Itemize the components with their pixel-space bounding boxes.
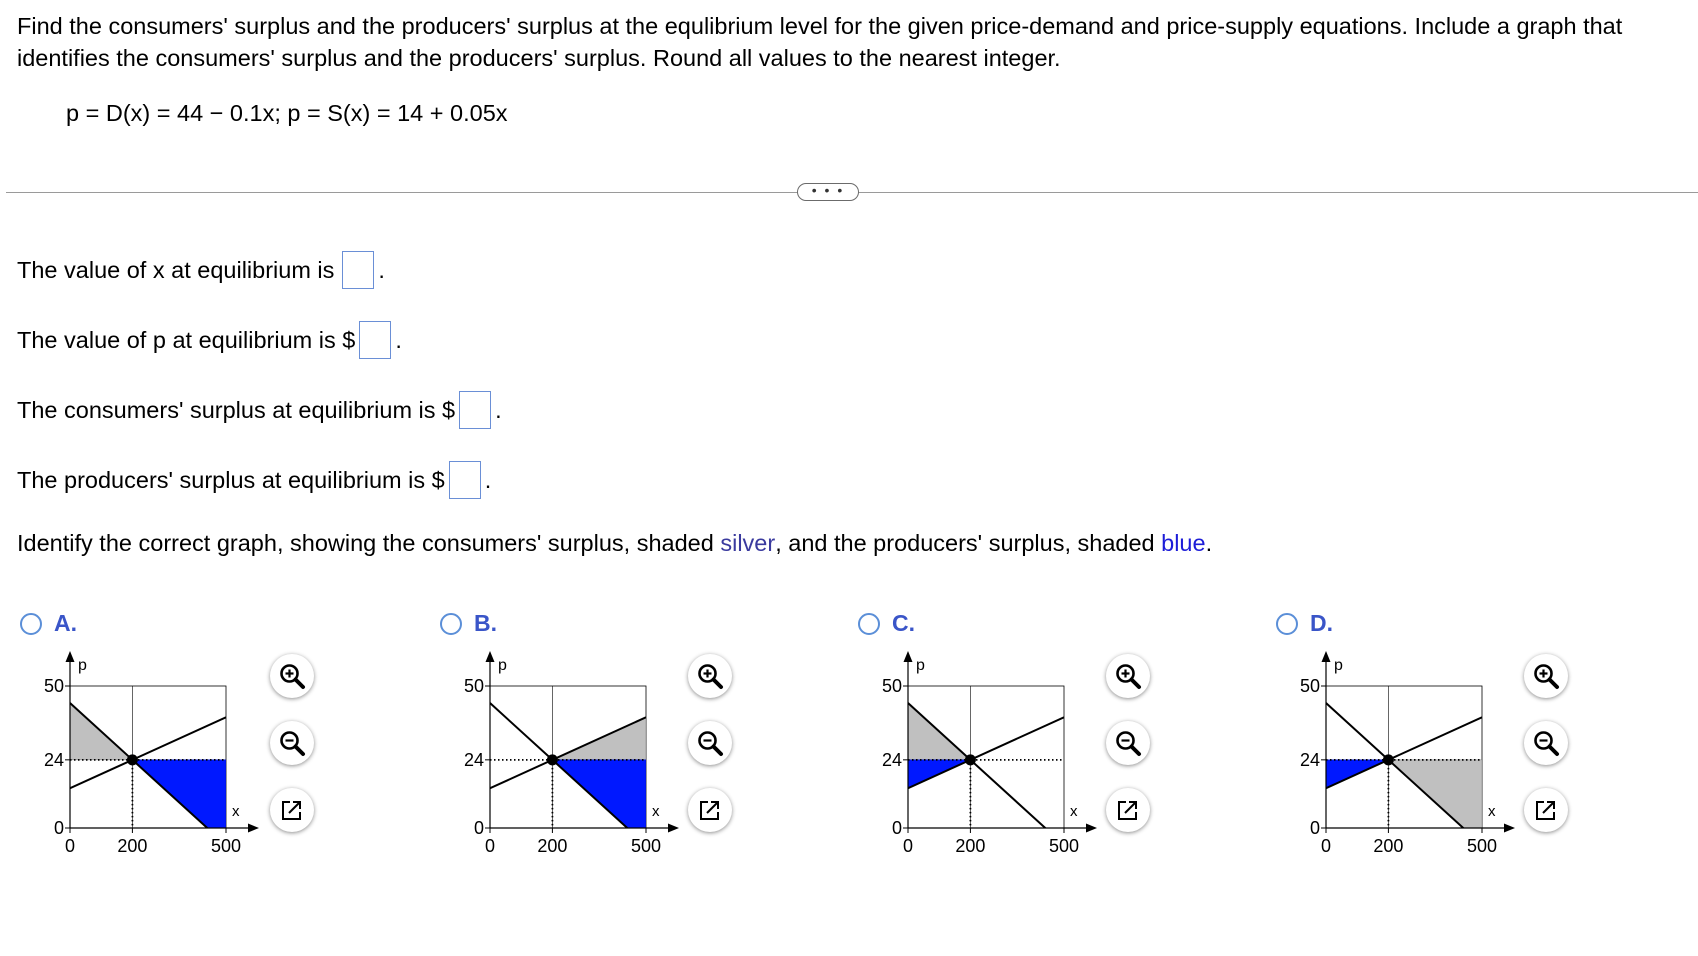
- equilibrium-point: [547, 754, 558, 765]
- external-link-icon: [1533, 797, 1559, 823]
- external-link-icon: [697, 797, 723, 823]
- equilibrium-point: [127, 754, 138, 765]
- x-tick-label: 0: [902, 836, 914, 856]
- zoom-in-icon: [1114, 662, 1142, 690]
- option-a-radio[interactable]: [20, 613, 42, 635]
- x-tick-label: 0: [1320, 836, 1332, 856]
- p-equilibrium-input[interactable]: [359, 321, 391, 359]
- option-c: [852, 600, 1172, 880]
- x-tick-label: 200: [537, 836, 568, 856]
- option-a-zoom-in-button[interactable]: [270, 654, 314, 698]
- zoom-in-icon: [1532, 662, 1560, 690]
- option-a: [14, 600, 334, 880]
- p-equilibrium-label: The value of p at equilibrium is $: [17, 326, 356, 353]
- identify-text-1: Identify the correct graph, showing the consumers' surplus, shaded: [17, 530, 721, 556]
- option-d-zoom-out-button[interactable]: [1524, 721, 1568, 765]
- identify-instruction: [17, 530, 1212, 557]
- option-a-graph: [14, 648, 264, 868]
- x-tick-label: 200: [117, 836, 148, 856]
- x-tick-label: 500: [210, 836, 242, 856]
- y-tick-label: 0: [473, 818, 484, 838]
- producers-surplus-input[interactable]: [449, 461, 481, 499]
- x-tick-label: 500: [1048, 836, 1080, 856]
- option-b-letter[interactable]: B.: [474, 610, 497, 636]
- option-b-popout-button[interactable]: [688, 788, 732, 832]
- option-b-graph: [434, 648, 684, 868]
- option-c-graph: [852, 648, 1102, 868]
- option-b-zoom-out-button[interactable]: [688, 721, 732, 765]
- x-equilibrium-line: [17, 251, 385, 289]
- y-tick-label: 50: [881, 676, 902, 696]
- y-axis-arrow: [904, 651, 913, 662]
- x-tick-label: 500: [1466, 836, 1498, 856]
- identify-silver: silver: [720, 530, 776, 556]
- question-text: Find the consumers' surplus and the producers' surplus at the equlibrium level for the given price-demand and price-supply equations. Include a graph that identifies the consumers' surplus and the producers' surplus. Round all values to the nearest integer.: [17, 13, 1623, 71]
- y-tick-label: 50: [1299, 676, 1320, 696]
- y-tick-label: 50: [43, 676, 64, 696]
- consumers-surplus-line: [17, 391, 502, 429]
- x-tick-label: 500: [630, 836, 662, 856]
- option-d: [1270, 600, 1590, 880]
- option-d-popout-button[interactable]: [1524, 788, 1568, 832]
- option-c-letter[interactable]: C.: [892, 610, 915, 636]
- more-button[interactable]: • • •: [797, 183, 859, 201]
- consumers-surplus-period: .: [495, 396, 502, 423]
- producers-surplus-period: .: [484, 466, 492, 493]
- external-link-icon: [1115, 797, 1141, 823]
- option-a-popout-button[interactable]: [270, 788, 314, 832]
- option-a-letter[interactable]: A.: [54, 610, 77, 636]
- x-tick-label: 0: [484, 836, 496, 856]
- p-equilibrium-line: [17, 321, 402, 359]
- zoom-out-icon: [278, 729, 306, 757]
- p-equilibrium-period: .: [395, 326, 402, 353]
- y-tick-label: 0: [1309, 818, 1320, 838]
- zoom-out-icon: [1114, 729, 1142, 757]
- consumers-surplus-input[interactable]: [459, 391, 491, 429]
- x-tick-label: 0: [64, 836, 76, 856]
- option-a-zoom-out-button[interactable]: [270, 721, 314, 765]
- y-axis-arrow: [66, 651, 75, 662]
- x-axis-arrow: [248, 824, 259, 833]
- x-axis-label: x: [1488, 803, 1496, 820]
- x-axis-arrow: [1504, 824, 1515, 833]
- y-axis-label: p: [916, 657, 925, 674]
- consumers-surplus-label: The consumers' surplus at equilibrium is $: [17, 396, 456, 423]
- x-axis-label: x: [232, 803, 240, 820]
- option-c-popout-button[interactable]: [1106, 788, 1150, 832]
- x-equilibrium-label: The value of x at equilibrium is: [17, 256, 335, 283]
- producers-surplus-label: The producers' surplus at equilibrium is $: [17, 466, 445, 493]
- x-axis-label: x: [652, 803, 660, 820]
- producers-surplus-line: [17, 461, 491, 499]
- option-d-zoom-in-button[interactable]: [1524, 654, 1568, 698]
- y-tick-label: 0: [53, 818, 64, 838]
- option-b: [434, 600, 754, 880]
- option-d-graph: [1270, 648, 1520, 868]
- equations: p = D(x) = 44 − 0.1x; p = S(x) = 14 + 0.05x: [66, 100, 508, 126]
- y-tick-label: 50: [463, 676, 484, 696]
- zoom-in-icon: [278, 662, 306, 690]
- y-axis-label: p: [78, 657, 87, 674]
- x-tick-label: 200: [955, 836, 986, 856]
- x-axis-arrow: [1086, 824, 1097, 833]
- y-tick-label: 24: [43, 749, 64, 770]
- zoom-in-icon: [696, 662, 724, 690]
- external-link-icon: [279, 797, 305, 823]
- option-c-radio[interactable]: [858, 613, 880, 635]
- identify-text-2: , and the producers' surplus, shaded: [775, 530, 1162, 556]
- option-b-zoom-in-button[interactable]: [688, 654, 732, 698]
- y-tick-label: 24: [1299, 749, 1320, 770]
- x-equilibrium-period: .: [378, 256, 385, 283]
- equilibrium-point: [1383, 754, 1394, 765]
- option-c-zoom-out-button[interactable]: [1106, 721, 1150, 765]
- y-axis-label: p: [498, 657, 507, 674]
- y-tick-label: 24: [463, 749, 484, 770]
- zoom-out-icon: [1532, 729, 1560, 757]
- x-axis-label: x: [1070, 803, 1078, 820]
- y-axis-arrow: [1322, 651, 1331, 662]
- option-d-radio[interactable]: [1276, 613, 1298, 635]
- option-d-letter[interactable]: D.: [1310, 610, 1333, 636]
- y-axis-label: p: [1334, 657, 1343, 674]
- equilibrium-point: [965, 754, 976, 765]
- x-tick-label: 200: [1373, 836, 1404, 856]
- y-tick-label: 24: [881, 749, 902, 770]
- y-axis-arrow: [486, 651, 495, 662]
- option-c-zoom-in-button[interactable]: [1106, 654, 1150, 698]
- x-axis-arrow: [668, 824, 679, 833]
- x-equilibrium-input[interactable]: [342, 251, 374, 289]
- identify-text-3: .: [1205, 530, 1213, 556]
- identify-blue: blue: [1161, 530, 1206, 556]
- y-tick-label: 0: [891, 818, 902, 838]
- option-b-radio[interactable]: [440, 613, 462, 635]
- zoom-out-icon: [696, 729, 724, 757]
